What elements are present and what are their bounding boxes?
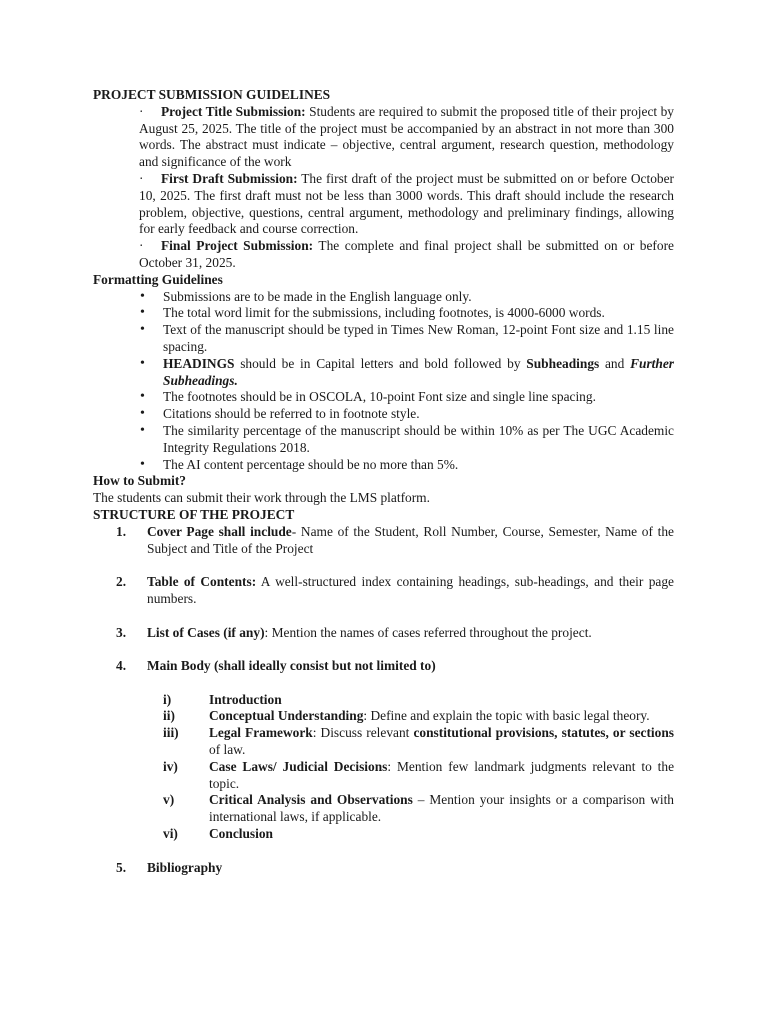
submission-item	[139, 171, 674, 238]
formatting-text: should be in Capital letters and bold followed by	[234, 355, 527, 371]
structure-item-table-of-contents	[93, 574, 674, 608]
bullet-dot: ·	[139, 103, 144, 119]
sub-item-label: Case Laws/ Judicial Decisions	[209, 758, 388, 774]
submission-item	[139, 238, 674, 272]
sub-item-legal-framework	[147, 725, 674, 759]
submission-text: Students are required to submit the proposed title of their project by August 25, 2025. The title of the project must be accompanied by an abstract in not more than 300 words. The abstract must indicate – objective, central argument, research question, methodology and significance of the work	[139, 103, 675, 170]
item-label: Bibliography	[147, 859, 223, 875]
submission-label: Project Title Submission:	[161, 103, 306, 119]
structure-heading: STRUCTURE OF THE PROJECT	[93, 506, 295, 522]
sub-item-label: Conclusion	[209, 826, 273, 842]
item-number: 1.	[116, 523, 127, 539]
item-number: 5.	[116, 859, 127, 875]
roman-number: iv)	[163, 758, 178, 774]
formatting-item: • Submissions are to be made in the English language only.	[163, 289, 674, 306]
sub-item-conclusion	[147, 826, 674, 843]
sub-item-label: Legal Framework	[209, 725, 313, 741]
roman-number: vi)	[163, 826, 178, 842]
sub-item-case-laws	[147, 759, 674, 793]
how-to-submit-text: The students can submit their work through the LMS platform.	[93, 490, 430, 506]
roman-number: iii)	[163, 725, 179, 741]
submission-item	[139, 104, 674, 171]
item-label: Cover Page shall include	[147, 523, 292, 539]
structure-item-bibliography	[93, 860, 674, 877]
sub-item-label: Critical Analysis and Observations	[209, 792, 413, 808]
sub-item-critical-analysis	[147, 792, 674, 826]
formatting-item: • The similarity percentage of the manuscript should be within 10% as per The UGC Academic Integrity Regulations 2018.	[163, 423, 674, 457]
formatting-item: • Citations should be referred to in footnote style.	[163, 406, 674, 423]
item-number: 2.	[116, 574, 127, 590]
sub-item-text: : Mention few landmark judgments relevant to the topic.	[209, 758, 675, 791]
formatting-item: • The total word limit for the submissions, including footnotes, is 4000-6000 words.	[163, 305, 674, 322]
submission-label: First Draft Submission:	[161, 170, 298, 186]
formatting-item: • The AI content percentage should be no more than 5%.	[163, 457, 674, 474]
document-title: PROJECT SUBMISSION GUIDELINES	[93, 87, 331, 102]
roman-number: ii)	[163, 708, 175, 724]
structure-item-main-body	[93, 658, 674, 843]
item-label: List of Cases (if any)	[147, 624, 265, 640]
sub-item-text: : Define and explain the topic with basic legal theory.	[363, 708, 650, 724]
sub-item-text: : Discuss relevant	[312, 725, 414, 741]
formatting-item	[163, 356, 674, 390]
submission-text: The complete and final project shall be submitted on or before October 31, 2025.	[139, 238, 674, 270]
roman-number: v)	[163, 792, 175, 808]
sub-item-introduction	[147, 692, 674, 709]
headings-term: HEADINGS	[163, 355, 235, 371]
structure-item-list-of-cases	[93, 625, 674, 642]
structure-list	[93, 524, 674, 877]
formatting-item: • The footnotes should be in OSCOLA, 10-point Font size and single line spacing.	[163, 389, 674, 406]
submission-text: The first draft of the project must be submitted on or before October 10, 2025. The first draft must not be less than 3000 words. This draft should include the research problem, objective, questions, central argument, methodology and preliminary findings, allowing for early feedback and course correction.	[139, 170, 674, 237]
subheadings-term: Subheadings	[526, 355, 600, 371]
sub-item-conceptual-understanding	[147, 708, 674, 725]
item-text: - Name of the Student, Roll Number, Course, Semester, Name of the Subject and Title of the Project	[147, 523, 674, 556]
item-text: A well-structured index containing headings, sub-headings, and their page numbers.	[147, 574, 674, 606]
item-number: 3.	[116, 624, 127, 640]
document-content	[93, 87, 674, 893]
further-subheadings-term: Further Subheadings.	[163, 355, 674, 388]
sub-item-emphasis: constitutional provisions, statutes, or sections	[413, 725, 675, 741]
sub-item-label: Introduction	[209, 691, 282, 707]
item-number: 4.	[116, 658, 127, 674]
roman-number: i)	[163, 691, 172, 707]
item-text: : Mention the names of cases referred throughout the project.	[264, 624, 592, 640]
main-body-sublist	[147, 692, 674, 843]
how-to-submit-heading: How to Submit?	[93, 473, 187, 489]
formatting-text: and	[599, 355, 631, 371]
formatting-list	[93, 289, 674, 474]
item-label: Table of Contents:	[147, 574, 257, 590]
submission-label: Final Project Submission:	[161, 238, 314, 254]
bullet-dot: ·	[139, 170, 144, 186]
formatting-item: • Text of the manuscript should be typed in Times New Roman, 12-point Font size and 1.15 line spacing.	[163, 322, 674, 356]
sub-item-text: – Mention your insights or a comparison with international laws, if applicable.	[209, 792, 674, 825]
item-label: Main Body (shall ideally consist but not limited to)	[147, 658, 436, 674]
structure-item-cover-page	[93, 524, 674, 558]
bullet-dot: ·	[139, 238, 144, 254]
sub-item-label: Conceptual Understanding	[209, 708, 364, 724]
sub-item-text: of law.	[209, 742, 246, 758]
formatting-heading: Formatting Guidelines	[93, 271, 223, 287]
submission-list	[93, 104, 674, 272]
